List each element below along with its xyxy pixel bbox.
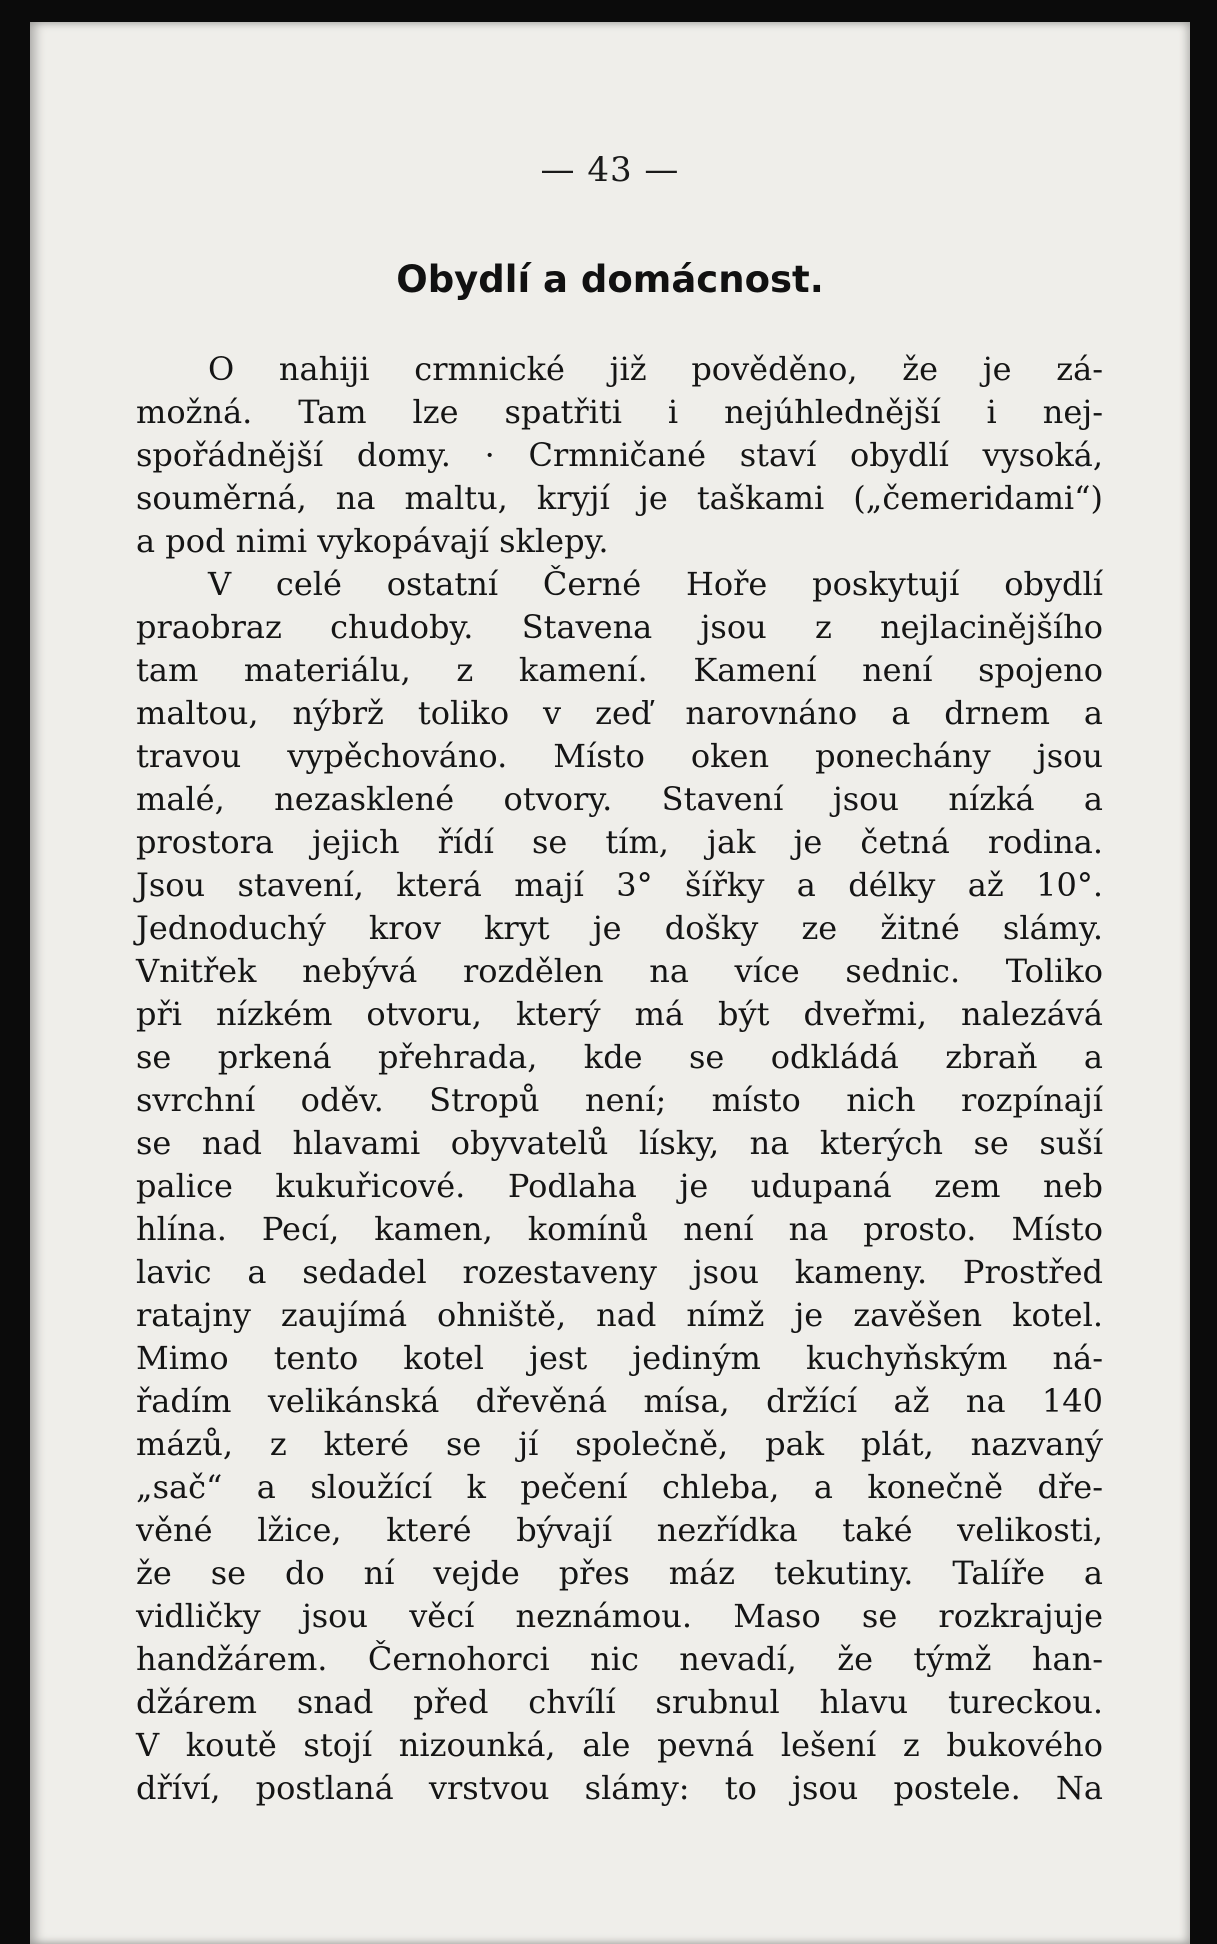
book-page [30, 22, 1190, 1944]
body-text [136, 348, 1103, 1810]
text-line: Jednoduchý krov kryt je došky ze žitné slámy. [136, 909, 1103, 947]
text-line: O nahiji crmnické již pověděno, že je zá- [208, 350, 1103, 388]
text-line: travou vypěchováno. Místo oken ponechány jsou [136, 737, 1103, 775]
text-line: V celé ostatní Černé Hoře poskytují obydlí [208, 565, 1103, 603]
text-line: praobraz chudoby. Stavena jsou z nejlacinějšího [136, 608, 1103, 646]
text-line: džárem snad před chvílí srubnul hlavu tureckou. [136, 1683, 1103, 1721]
text-line: lavic a sedadel rozestaveny jsou kameny. Prostřed [136, 1253, 1103, 1291]
text-line: Jsou stavení, která mají 3° šířky a délky až 10°. [136, 866, 1103, 904]
text-line: palice kukuřicové. Podlaha je udupaná zem neb [136, 1167, 1103, 1205]
text-line: řadím velikánská dřevěná mísa, držící až na 140 [136, 1382, 1103, 1420]
text-line: že se do ní vejde přes máz tekutiny. Talíře a [136, 1554, 1103, 1592]
text-line: V koutě stojí nizounká, ale pevná lešení z bukového [136, 1726, 1103, 1764]
text-line: se prkená přehrada, kde se odkládá zbraň a [136, 1038, 1103, 1076]
text-line: svrchní oděv. Stropů není; místo nich rozpínají [136, 1081, 1103, 1119]
text-line: tam materiálu, z kamení. Kamení není spojeno [136, 651, 1103, 689]
text-line: ratajny zaujímá ohniště, nad nímž je zavěšen kotel. [136, 1296, 1103, 1334]
text-line: hlína. Pecí, kamen, komínů není na prosto. Místo [136, 1210, 1103, 1248]
text-line: souměrná, na maltu, kryjí je taškami („čemeridami“) [136, 479, 1103, 517]
text-line: dříví, postlaná vrstvou slámy: to jsou postele. Na [136, 1769, 1103, 1807]
text-line: při nízkém otvoru, který má být dveřmi, nalezává [136, 995, 1103, 1033]
text-line: věné lžice, které bývají nezřídka také velikosti, [136, 1511, 1103, 1549]
text-line: vidličky jsou věcí neznámou. Maso se rozkrajuje [136, 1597, 1103, 1635]
text-line: prostora jejich řídí se tím, jak je četná rodina. [136, 823, 1103, 861]
text-line: se nad hlavami obyvatelů lísky, na kterých se suší [136, 1124, 1103, 1162]
text-line: „sač“ a sloužící k pečení chleba, a konečně dře- [136, 1468, 1103, 1506]
text-line: a pod nimi vykopávají sklepy. [136, 522, 609, 560]
text-line: Mimo tento kotel jest jediným kuchyňským ná- [136, 1339, 1103, 1377]
text-line: mázů, z které se jí společně, pak plát, nazvaný [136, 1425, 1103, 1463]
chapter-title: Obydlí a domácnost. [396, 258, 824, 301]
text-line: malé, nezasklené otvory. Stavení jsou nízká a [136, 780, 1103, 818]
text-line: handžárem. Černohorci nic nevadí, že týmž han- [136, 1640, 1103, 1678]
page-number: — 43 — [540, 150, 680, 190]
text-line: maltou, nýbrž toliko v zeď narovnáno a drnem a [136, 694, 1103, 732]
text-line: spořádnější domy. · Crmničané staví obydlí vysoká, [136, 436, 1103, 474]
text-line: možná. Tam lze spatřiti i nejúhlednější i nej- [136, 393, 1103, 431]
text-line: Vnitřek nebývá rozdělen na více sednic. Toliko [136, 952, 1103, 990]
